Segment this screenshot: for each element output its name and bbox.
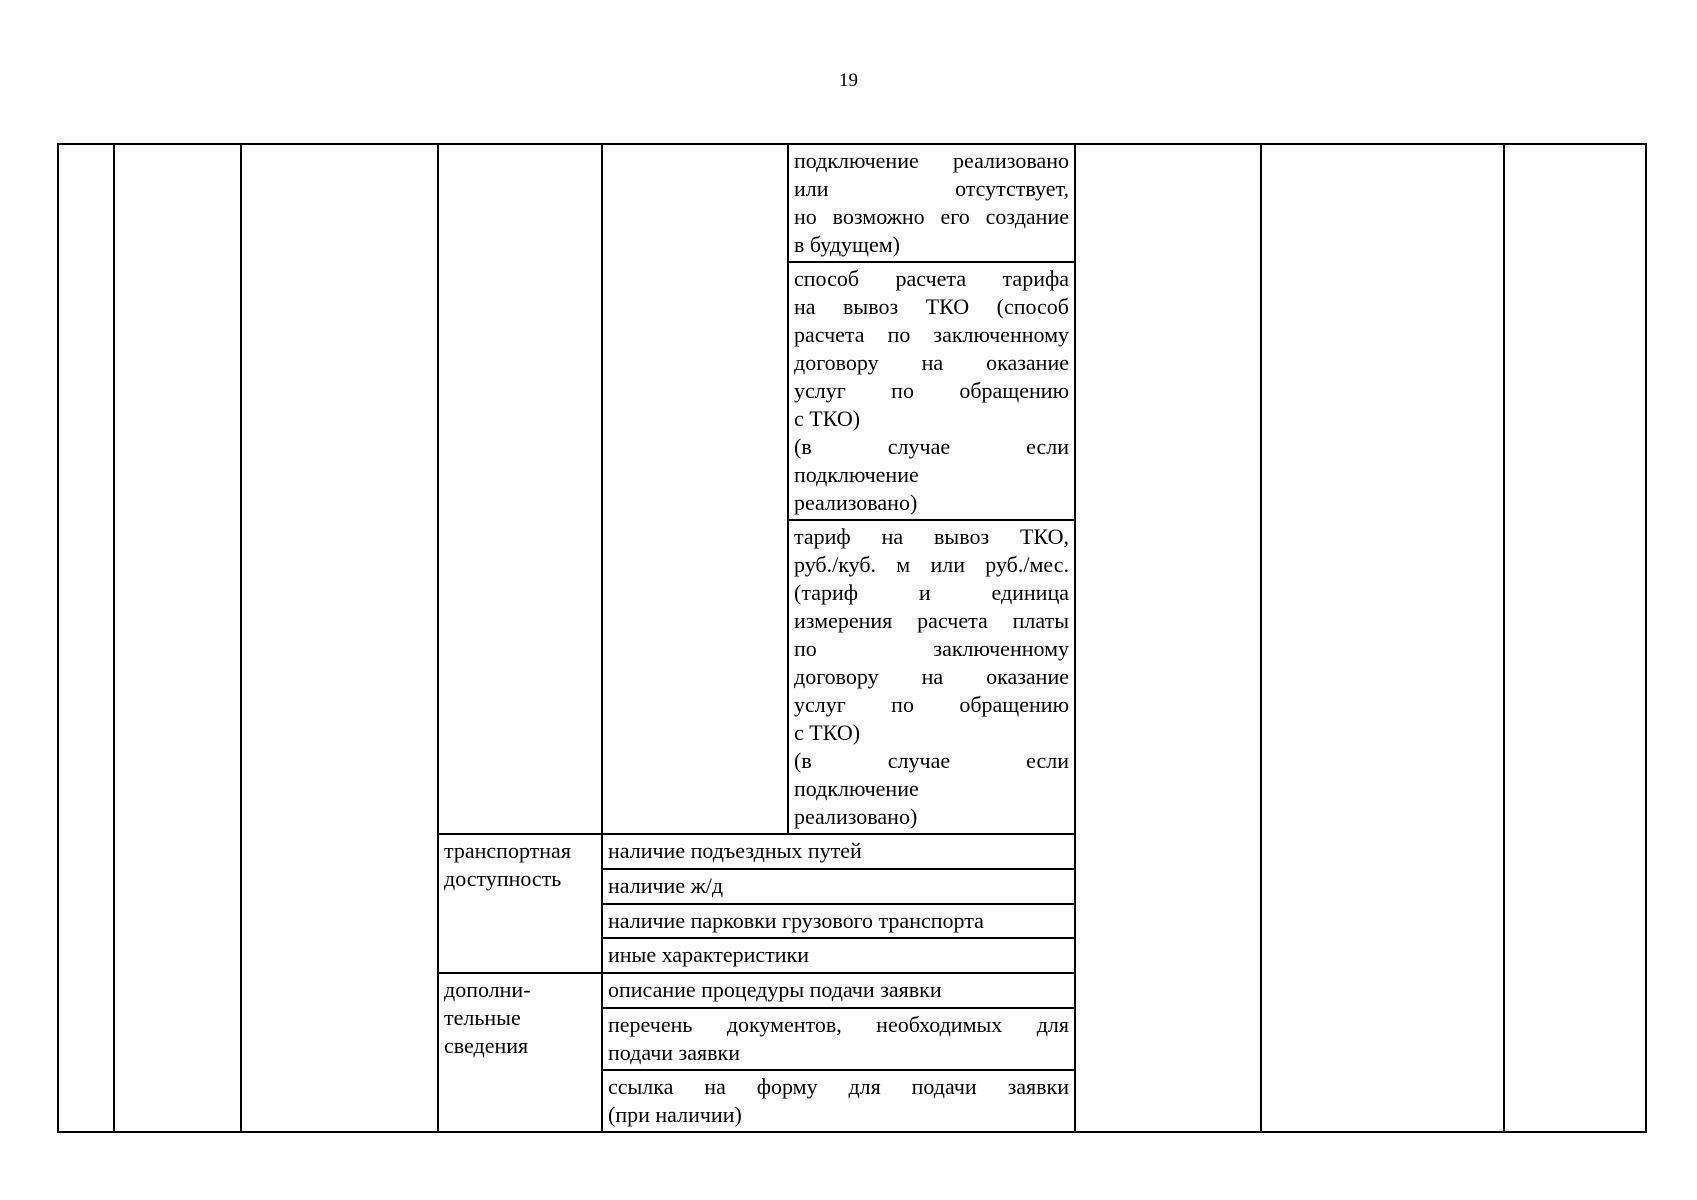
text-line: подключение — [794, 776, 919, 801]
text-line: (при наличии) — [608, 1102, 742, 1127]
text-line: реализовано) — [794, 804, 918, 829]
additional-label — [438, 974, 602, 1060]
text-line: с ТКО) — [794, 720, 861, 745]
text-line: реализовано) — [794, 490, 918, 515]
text-line: или отсутствует, — [794, 176, 1069, 201]
page-number: 19 — [839, 70, 858, 91]
text-line: транспортная — [444, 838, 571, 863]
text-line: расчета по заключенному — [794, 322, 1069, 347]
text-line: подачи заявки — [608, 1040, 740, 1065]
text-line: тельные — [444, 1005, 521, 1030]
text-line: дополни- — [444, 977, 531, 1002]
additional-item: описание процедуры подачи заявки — [608, 977, 942, 1002]
text-line: в будущем) — [794, 232, 901, 257]
text-line: тариф на вывоз ТКО, — [794, 524, 1069, 549]
table-border-bottom — [57, 1131, 1647, 1133]
col-divider-9 — [1503, 143, 1505, 1133]
text-line: но возможно его создание — [794, 204, 1069, 229]
text-line: доступность — [444, 866, 562, 891]
transport-item: наличие подъездных путей — [608, 838, 862, 863]
text-line: договору на оказание — [794, 664, 1069, 689]
table-border-left — [57, 143, 59, 1133]
col6-cell-connection — [788, 145, 1075, 259]
data-table — [57, 143, 1647, 1133]
text-line: ссылка на форму для подачи заявки — [608, 1074, 1069, 1099]
table-border-right — [1645, 143, 1647, 1133]
additional-item — [602, 1071, 1075, 1129]
col-divider-8 — [1260, 143, 1262, 1133]
transport-label — [438, 835, 602, 893]
transport-item: наличие ж/д — [608, 873, 724, 898]
text-line: услуг по обращению — [794, 378, 1069, 403]
text-line: услуг по обращению — [794, 692, 1069, 717]
text-line: руб./куб. м или руб./мес. — [794, 552, 1069, 577]
transport-item: иные характеристики — [608, 942, 809, 967]
text-line: (в случае если — [794, 434, 1069, 459]
text-line: сведения — [444, 1033, 529, 1058]
text-line: подключение реализовано — [794, 148, 1069, 173]
text-line: измерения расчета платы — [794, 608, 1069, 633]
col6-cell-tariff-value — [788, 521, 1075, 831]
text-line: договору на оказание — [794, 350, 1069, 375]
transport-item: наличие парковки грузового транспорта — [608, 908, 984, 933]
text-line: по заключенному — [794, 636, 1069, 661]
text-line: (тариф и единица — [794, 580, 1069, 605]
col-divider-1 — [113, 143, 115, 1133]
additional-item — [602, 1009, 1075, 1067]
text-line: способ расчета тарифа — [794, 266, 1069, 291]
text-line: подключение — [794, 462, 919, 487]
text-line: с ТКО) — [794, 406, 861, 431]
text-line: на вывоз ТКО (способ — [794, 294, 1069, 319]
col-divider-2 — [240, 143, 242, 1133]
text-line: (в случае если — [794, 748, 1069, 773]
text-line: перечень документов, необходимых для — [608, 1012, 1069, 1037]
col6-cell-tariff-method — [788, 263, 1075, 517]
